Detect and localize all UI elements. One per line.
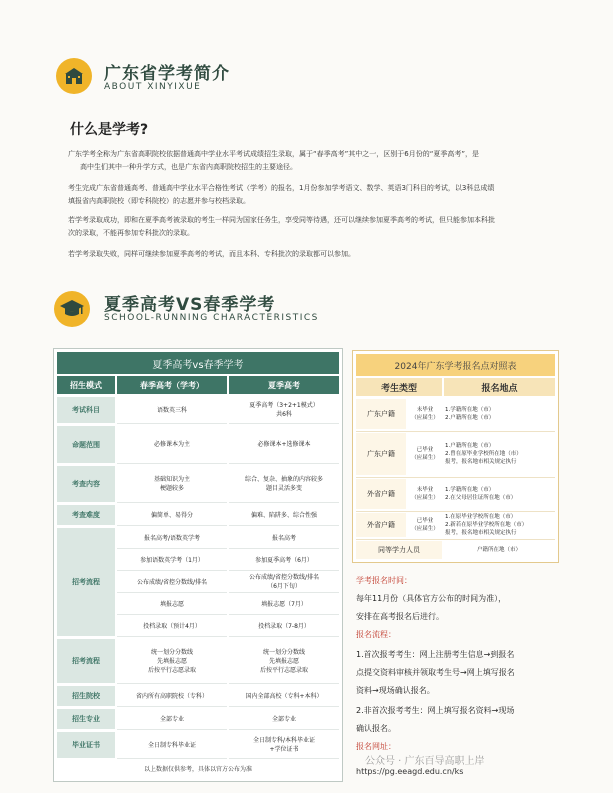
col-header: 春季高考（学考） — [117, 376, 227, 394]
summer-cell: 全部专业 — [229, 709, 339, 730]
step-text: 2.非首次报考考生：网上填写报名资料→现场 — [356, 706, 515, 715]
location-cell — [445, 513, 553, 537]
section-title: 广东省学考简介 — [104, 64, 230, 84]
location-line: 户籍所在地（市） — [476, 547, 521, 553]
paragraph-4: 若学考录取失败，同样可继续参加夏季高考的考试，而且本科、专科批次的录取都可以参加。 — [68, 250, 355, 258]
summer-cell: 国内全部高校（专科+本科） — [229, 686, 339, 707]
location-cell — [445, 433, 553, 475]
flow-step: 填报志愿 — [117, 594, 227, 615]
summer-cell: 夏季高考（3+2+1模式） 共6科 — [229, 397, 339, 424]
divider — [356, 431, 555, 432]
divider — [356, 539, 555, 540]
watermark: 公众号 · 广东百导高职上岸 — [365, 756, 485, 767]
flow-step: 报名高考/语数英学考 — [117, 528, 227, 549]
spring-cell: 必修课本为主 — [117, 426, 227, 464]
time-text: 安排在高考报名后进行。 — [356, 612, 444, 621]
compare-table-title: 夏季高考vs春季学考 — [57, 352, 339, 374]
paragraph-1 — [68, 148, 548, 174]
summer-cell: 偏难、陷阱多、综合性强 — [229, 505, 339, 526]
paragraph-2 — [68, 182, 548, 208]
spring-cell: 全部专业 — [117, 709, 227, 730]
url-label: 报名网址： — [356, 742, 396, 751]
flow-step: 报名高考 — [229, 528, 339, 549]
examinee-type: 外省户籍 — [356, 479, 406, 509]
flow-label: 报名流程： — [356, 630, 396, 639]
location-line: 2.户籍所在地（市） — [445, 415, 495, 421]
location-line: 2.曾在原毕业学校所在地（市） — [445, 451, 522, 457]
col-header: 夏季高考 — [229, 376, 339, 394]
col-header: 报名地点 — [444, 378, 555, 396]
compare-table — [53, 348, 343, 782]
examinee-type: 同等学力人员 — [356, 541, 442, 559]
school-building-icon — [56, 58, 92, 94]
spring-cell: 全日制专科毕业证 — [117, 732, 227, 759]
row-label: 招生专业 — [57, 709, 115, 729]
row-label: 考查难度 — [57, 505, 115, 525]
col-header: 招生模式 — [57, 376, 115, 394]
flow-step: 投档录取（预计4月） — [117, 616, 227, 637]
spring-cell: 语数英三科 — [117, 397, 227, 424]
examinee-subtype: 未毕业 （应届生） — [411, 487, 439, 501]
summer-cell: 综合、复杂、抽象的内容较多 题目灵活多变 — [229, 466, 339, 503]
location-table-title: 2024年广东学考报名点对照表 — [356, 354, 555, 376]
row-label: 招考流程 — [57, 639, 115, 683]
location-cell — [445, 399, 553, 429]
step-text: 确认报名。 — [356, 724, 396, 733]
examinee-subtype: 已毕业 （应届生） — [411, 518, 439, 532]
step-text: 1.首次报考考生：网上注册考生信息→到报名 — [356, 650, 515, 659]
row-label: 命题范围 — [57, 426, 115, 463]
examinee-subtype: 已毕业 （应届生） — [411, 447, 439, 461]
time-label: 学考报名时间： — [356, 576, 412, 585]
location-line: 1.学籍所在地（市） — [445, 407, 495, 413]
row-label: 招考流程 — [57, 528, 115, 636]
location-line: 2.新若在原毕业学校所在地（市） — [445, 522, 528, 528]
location-line: 报考，报名地市相关规定执行 — [445, 459, 517, 465]
row-label: 考查内容 — [57, 466, 115, 502]
paragraph-line: 次的录取，不能再参加专科批次的录取。 — [68, 229, 194, 237]
table-footnote: 以上数据仅供参考，具体以官方公布为准 — [143, 765, 252, 773]
location-table — [352, 350, 559, 563]
divider — [356, 511, 555, 512]
flow-step: 公布成绩/省控分数线/排名 （6月下旬） — [229, 572, 339, 593]
location-line: 1.户籍所在地（市） — [445, 443, 495, 449]
section-subtitle: ABOUT XINYIXUE — [104, 82, 202, 92]
col-header: 考生类型 — [356, 378, 442, 396]
paragraph-line: 若学考录取成功，即和在夏季高考被录取的考生一样同为国家任务生，享受同等待遇，还可以继续参加夏季高考的考试，但只能参加本科批 — [68, 216, 495, 224]
paragraph-line: 考生完成广东省普通高考、普通高中学业水平合格性考试（学考）的报名，1月份参加学考语文、数学、英语3门科目的考试，以3科总成绩 — [68, 184, 495, 192]
time-text: 每年11月份（具体官方公布的时间为准）， — [356, 594, 507, 603]
flow-step: 填报志愿（7月） — [229, 594, 339, 615]
location-cell — [445, 479, 553, 509]
spring-cell: 偏简单、易得分 — [117, 505, 227, 526]
spring-cell: 统一划分分数线 先填报志愿 后按平行志愿录取 — [117, 639, 227, 684]
location-line: 1.在原毕业学校所在地（市） — [445, 514, 517, 520]
divider — [356, 477, 555, 478]
examinee-subtype: 未毕业 （应届生） — [411, 407, 439, 421]
paragraph-3 — [68, 214, 548, 240]
flow-step: 参加夏季高考（6月） — [229, 550, 339, 571]
row-label: 毕业证书 — [57, 732, 115, 758]
examinee-type: 广东户籍 — [356, 433, 406, 475]
row-label: 考试科目 — [57, 397, 115, 423]
step-text: 点提交资料审核并领取考生号→网上填写报名 — [356, 668, 515, 677]
examinee-type: 外省户籍 — [356, 513, 406, 537]
step-text: 资料→现场确认报名。 — [356, 686, 435, 695]
flow-step: 投档录取（7-8月） — [229, 616, 339, 637]
location-line: 报考，报名地市相关规定执行 — [445, 530, 517, 536]
location-cell — [445, 541, 553, 559]
paragraph-line: 填报省内高职院校（即专科院校）的志愿并参与校档录取。 — [68, 197, 250, 205]
row-label: 招生院校 — [57, 686, 115, 706]
summer-cell: 全日制专科/本科毕业证 +学位证书 — [229, 732, 339, 759]
spring-cell: 基础知识为主 梗题较多 — [117, 466, 227, 503]
location-line: 1.学籍所在地（市） — [445, 487, 495, 493]
flow-step: 参加语数英学考（1月） — [117, 550, 227, 571]
spring-cell: 省内所有高职院校（专科） — [117, 686, 227, 707]
summer-cell: 统一划分分数线 先填报志愿 后按平行志愿录取 — [229, 639, 339, 684]
paragraph-line: 广东学考全称为广东省高职院校依据普通高中学业水平考试成绩招生录取，属于“春季高考”其中之一，区别于6月份的“夏季高考”，是 — [68, 150, 479, 158]
paragraph-line: 高中生们其中一种升学方式，也是广东省内高职院校招生的主要途径。 — [80, 163, 297, 171]
registration-url[interactable]: https://pg.eeagd.edu.cn/ks — [356, 767, 464, 776]
location-line: 2.在父母居住证所在地（市） — [445, 495, 517, 501]
summer-cell: 必修课本+选修课本 — [229, 426, 339, 464]
flow-step: 公布成绩/省控分数线/排名 — [117, 572, 227, 593]
section-title: 夏季高考VS春季学考 — [104, 295, 276, 315]
what-is-heading: 什么是学考? — [70, 122, 149, 138]
graduation-cap-icon — [54, 291, 90, 327]
section-subtitle: SCHOOL-RUNNING CHARACTERISTICS — [104, 313, 319, 323]
examinee-type: 广东户籍 — [356, 399, 406, 429]
